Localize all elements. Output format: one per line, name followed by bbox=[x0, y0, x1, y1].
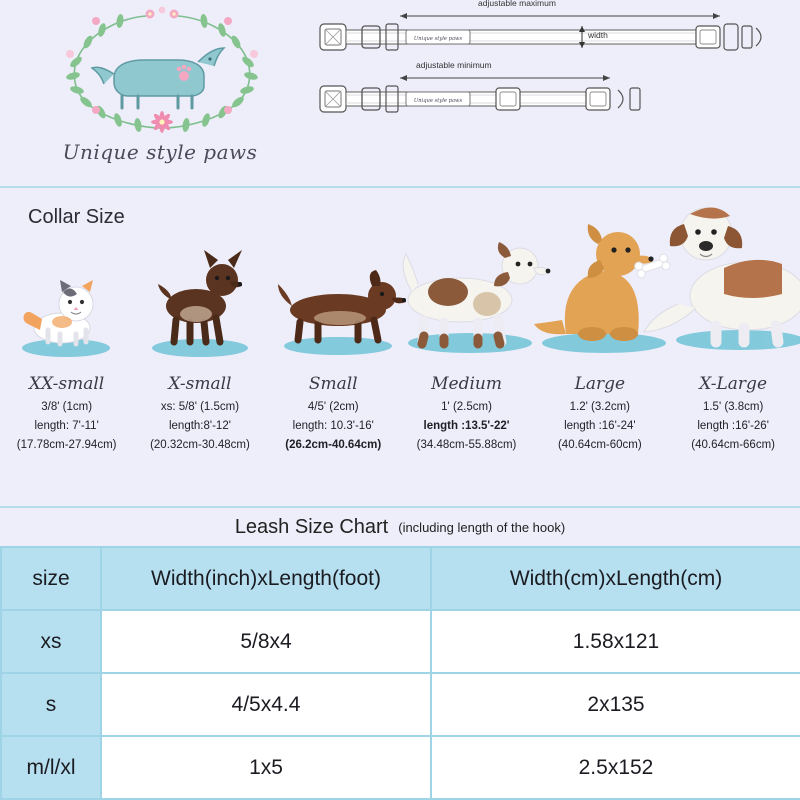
size-length: length :13.5'-22' bbox=[423, 420, 510, 432]
leash-chart-subtitle: (including length of the hook) bbox=[398, 519, 566, 535]
cell-cm: 1.58x121 bbox=[431, 610, 800, 673]
label-adjustable-minimum: adjustable minimum bbox=[416, 60, 492, 70]
cell-size: m/l/xl bbox=[1, 736, 101, 799]
collar-size-section bbox=[0, 186, 800, 506]
size-length-cm: (17.78cm-27.94cm) bbox=[16, 439, 117, 451]
dog-illustrations-row bbox=[0, 188, 800, 378]
size-width: 1' (2.5cm) bbox=[441, 401, 492, 413]
collar-size-columns bbox=[0, 374, 800, 451]
beagle-illustration bbox=[403, 242, 550, 344]
table-row bbox=[1, 736, 800, 799]
svg-text:Unique style paws: Unique style paws bbox=[413, 36, 463, 42]
size-length: length:8'-12' bbox=[168, 420, 231, 432]
column-header-size: size bbox=[1, 547, 101, 610]
collar-section-title: Collar Size bbox=[28, 206, 125, 228]
collar-diagram-minimum bbox=[320, 75, 640, 112]
chihuahua-illustration bbox=[158, 250, 242, 342]
collar-size-col-small bbox=[267, 374, 400, 451]
collar-size-col-xlarge bbox=[666, 374, 799, 451]
collar-diagram-maximum bbox=[320, 13, 761, 50]
column-header-cm: Width(cm)xLength(cm) bbox=[431, 547, 800, 610]
cell-size: xs bbox=[1, 610, 101, 673]
cell-inch: 1x5 bbox=[101, 736, 431, 799]
size-width: 1.5' (3.8cm) bbox=[702, 401, 764, 413]
floral-wreath-dog-logo bbox=[52, 4, 272, 134]
size-length-cm: (26.2cm-40.64cm) bbox=[285, 439, 382, 451]
size-length: length: 10.3'-16' bbox=[292, 420, 374, 432]
cell-cm: 2.5x152 bbox=[431, 736, 800, 799]
collar-diagram-svg bbox=[300, 2, 790, 122]
cell-cm: 2x135 bbox=[431, 673, 800, 736]
size-length: length :16'-26' bbox=[697, 420, 769, 432]
brand-name: Unique style paws bbox=[62, 140, 258, 164]
table-row bbox=[1, 673, 800, 736]
collar-size-col-xsmall bbox=[133, 374, 266, 451]
label-width: width bbox=[588, 30, 608, 40]
cell-size: s bbox=[1, 673, 101, 736]
size-name: X-Large bbox=[699, 374, 767, 394]
size-width: 4/5' (2cm) bbox=[307, 401, 359, 413]
size-name: X-small bbox=[168, 374, 232, 394]
size-name: Small bbox=[308, 374, 358, 394]
brand-block bbox=[30, 0, 290, 186]
collar-size-col-medium bbox=[400, 374, 533, 451]
cat-illustration bbox=[24, 280, 94, 344]
size-length-cm: (20.32cm-30.48cm) bbox=[150, 439, 250, 451]
column-header-inch: Width(inch)xLength(foot) bbox=[101, 547, 431, 610]
label-adjustable-maximum: adjustable maximum bbox=[478, 0, 556, 8]
header-section bbox=[0, 0, 800, 186]
collar-size-col-xxsmall bbox=[0, 374, 133, 451]
leash-chart-header bbox=[0, 506, 800, 546]
collar-size-col-large bbox=[533, 374, 666, 451]
size-width: 1.2' (3.2cm) bbox=[569, 401, 631, 413]
size-length: length :16'-24' bbox=[564, 420, 636, 432]
size-width: 3/8' (1cm) bbox=[41, 401, 93, 413]
svg-text:Unique style paws: Unique style paws bbox=[413, 98, 463, 104]
dachshund-illustration bbox=[278, 270, 406, 340]
size-length-cm: (40.64cm-66cm) bbox=[691, 439, 775, 451]
size-length: length: 7'-11' bbox=[34, 420, 99, 432]
table-header-row bbox=[1, 547, 800, 610]
saint-bernard-illustration bbox=[644, 207, 800, 342]
leash-size-table bbox=[0, 546, 800, 800]
cell-inch: 4/5x4.4 bbox=[101, 673, 431, 736]
table-row bbox=[1, 610, 800, 673]
size-name: Large bbox=[574, 374, 626, 394]
dog-illustration-logo bbox=[92, 48, 224, 108]
leash-chart-title: Leash Size Chart bbox=[234, 515, 389, 538]
size-length-cm: (40.64cm-60cm) bbox=[557, 439, 642, 451]
cell-inch: 5/8x4 bbox=[101, 610, 431, 673]
size-width: xs: 5/8' (1.5cm) bbox=[160, 401, 240, 413]
size-length-cm: (34.48cm-55.88cm) bbox=[416, 439, 517, 451]
size-name: XX-small bbox=[29, 374, 105, 394]
size-name: Medium bbox=[431, 374, 502, 394]
collar-measurement-diagram bbox=[300, 2, 790, 122]
